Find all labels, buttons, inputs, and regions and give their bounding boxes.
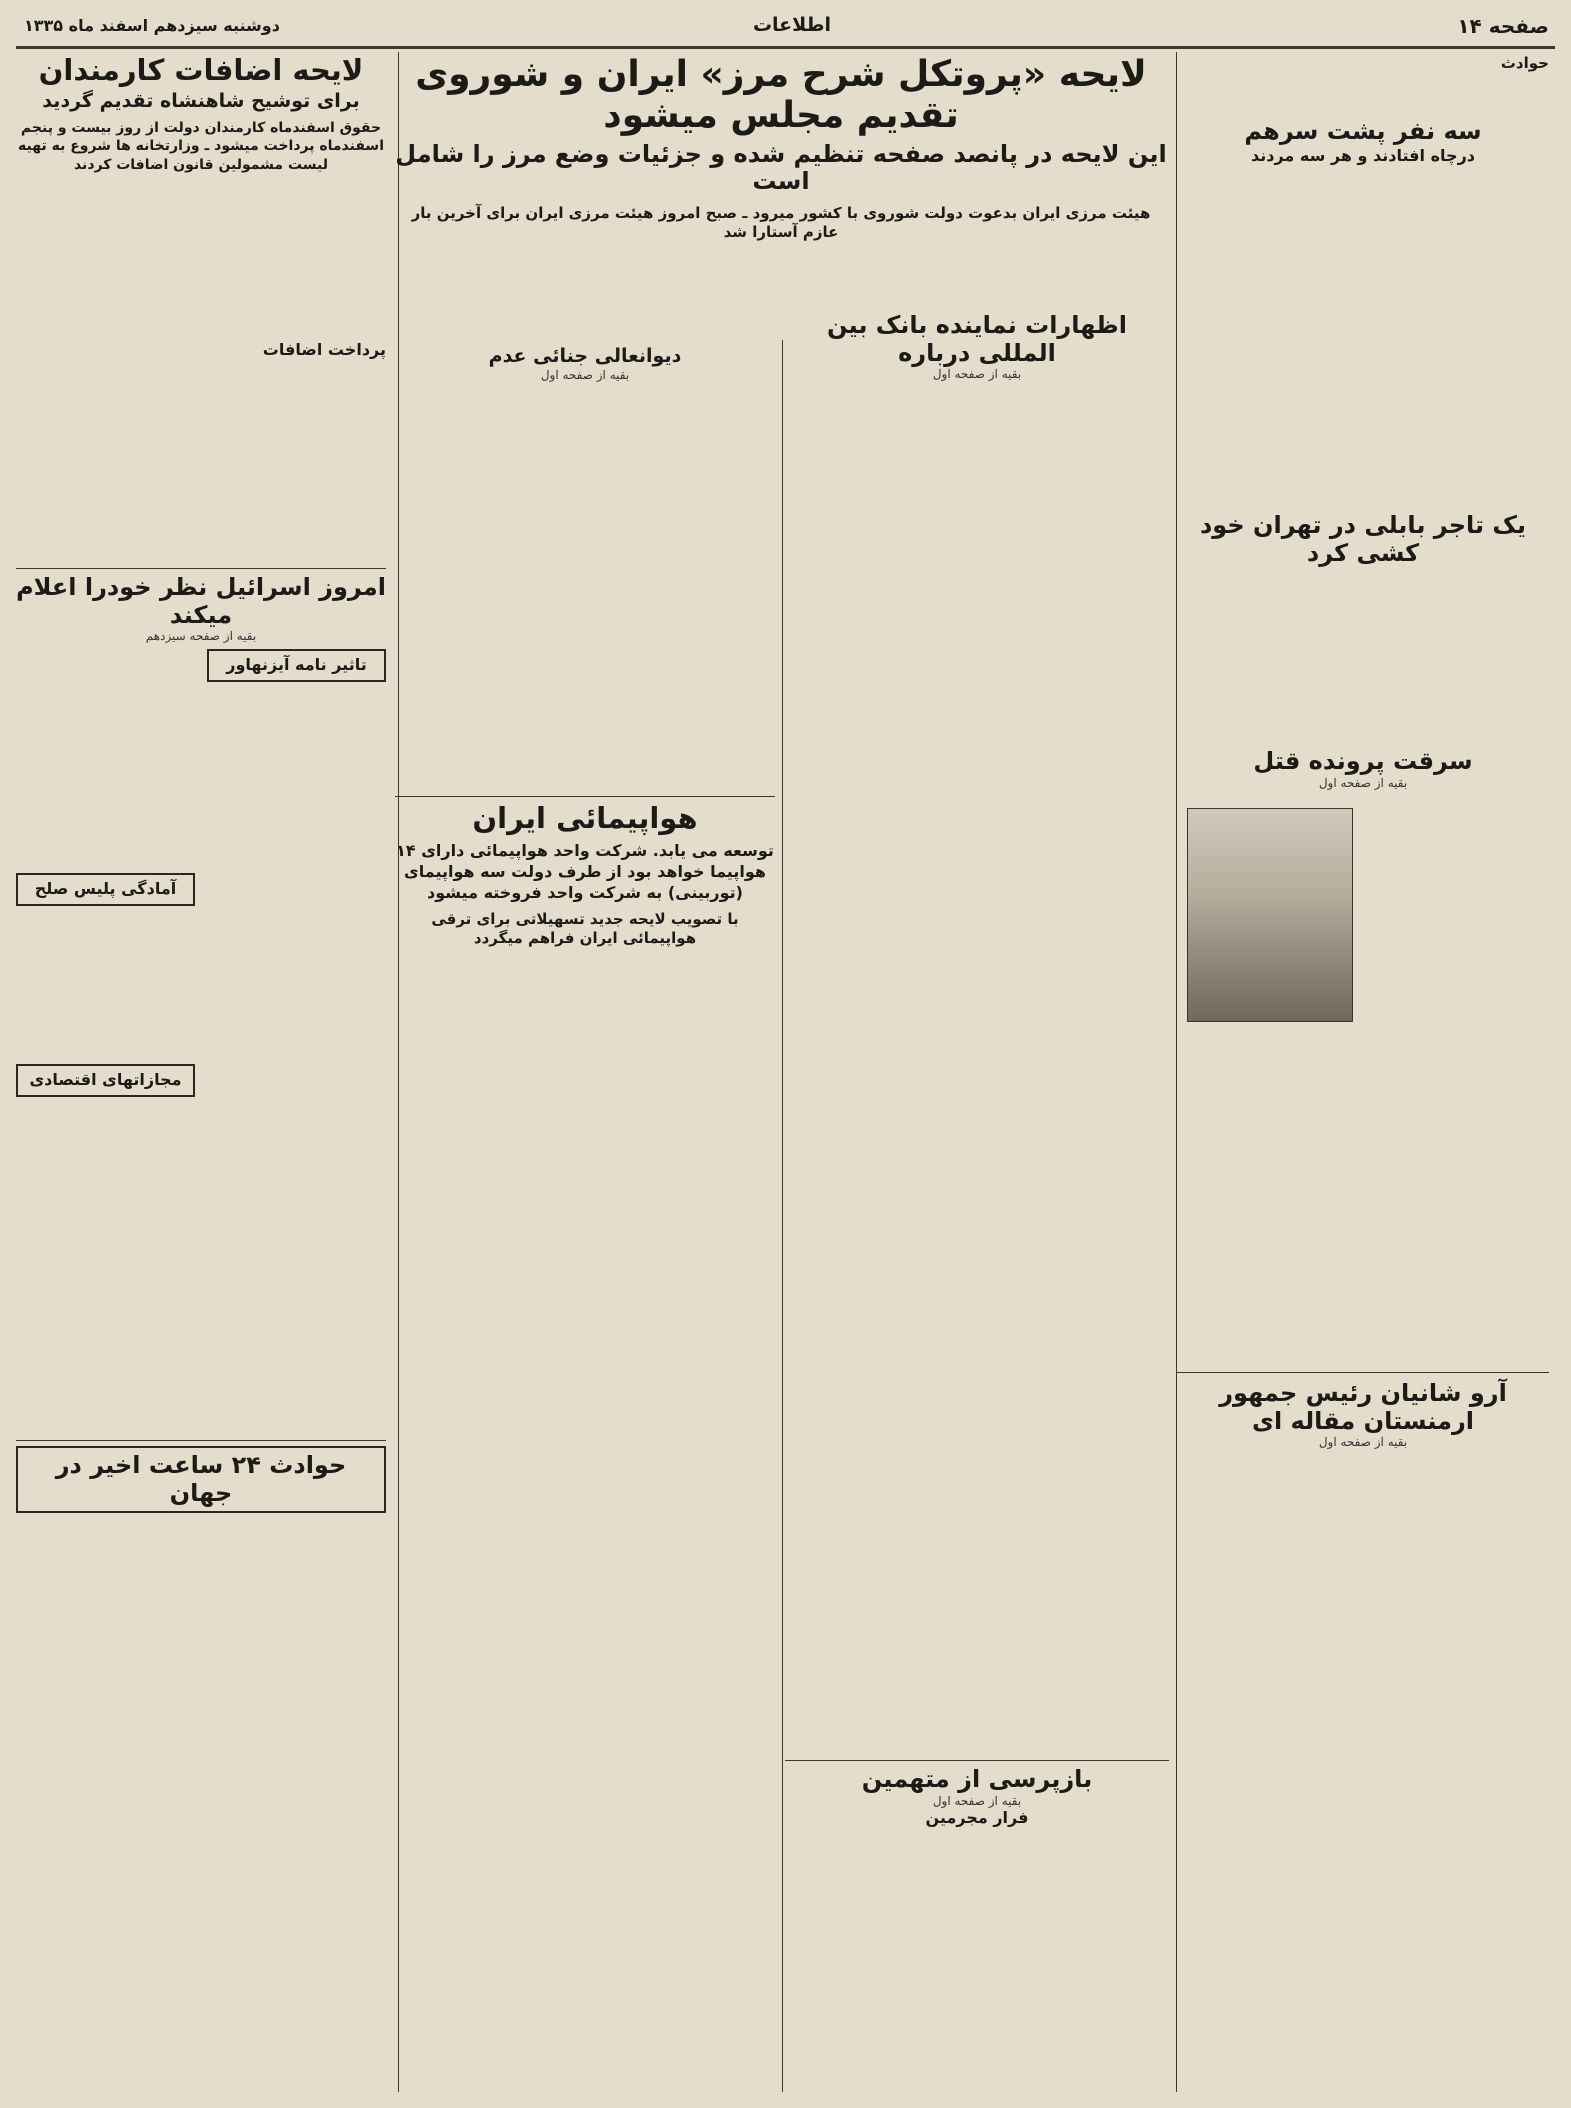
- article-body-continued: [16, 365, 386, 515]
- subheadline: درچاه افتادند و هر سه مردند: [1251, 145, 1475, 165]
- continued-note: بقیه از صفحه اول: [932, 1793, 1022, 1808]
- divider: [395, 796, 775, 797]
- article-body: [1177, 573, 1549, 753]
- section-box-letter: تاثیر نامه آیزنهاور: [207, 649, 386, 682]
- continued-note: بقیه از صفحه اول: [932, 367, 1022, 382]
- article-body: [16, 1521, 386, 2101]
- subheadline: برای توشیح شاهنشاه تقدیم گردید: [42, 90, 360, 113]
- article-airline: [395, 802, 775, 2017]
- section-label-events: حوادث: [1500, 54, 1549, 72]
- headline: حوادث ۲۴ ساعت اخیر در جهان: [16, 1446, 386, 1513]
- section-box-police: آمادگی پلیس صلح: [16, 873, 195, 906]
- headline: دیوانعالی جنائی عدم: [488, 345, 682, 367]
- article-murder: [1177, 748, 1549, 790]
- headline: بازپرسی از متهمین: [861, 1765, 1093, 1793]
- article-body: [1177, 1455, 1549, 2095]
- article-deportation: [395, 346, 775, 718]
- section-box-sanctions: مجازاتهای اقتصادی: [16, 1064, 195, 1097]
- headline: سرقت پرونده قتل: [1253, 747, 1473, 775]
- section-label: فرار مجرمین: [925, 1807, 1029, 1827]
- column-rule: [782, 340, 783, 2092]
- article-well: [1177, 118, 1549, 512]
- date-line: دوشنبه سیزدهم اسفند ماه ۱۳۳۵: [24, 16, 280, 35]
- article-murder-body-side: [1363, 808, 1549, 1022]
- article-body: [785, 387, 1169, 1817]
- headline: سه نفر پشت سرهم: [1244, 117, 1482, 145]
- subheadline: این لایحه در پانصد صفحه تنظیم شده و جزئیات وضع مرز را شامل است: [395, 139, 1167, 196]
- article-body: [207, 686, 386, 1246]
- article-body: [1177, 172, 1549, 512]
- headline: لایحه «پروتکل شرح مرز» ایران و شوروی تقدیم مجلس میشود: [415, 54, 1147, 137]
- divider: [16, 1440, 386, 1441]
- headline: لایحه اضافات کارمندان: [38, 53, 364, 87]
- article-body: [395, 388, 775, 718]
- article-body: [16, 180, 386, 340]
- article-inquiry: [785, 1766, 1169, 2074]
- article-body: [395, 957, 775, 2017]
- headline: امروز اسرائیل نظر خودرا اعلام میکند: [16, 573, 386, 629]
- article-world24: [16, 1446, 386, 2101]
- divider: [785, 1760, 1169, 1761]
- headline: هواپیمائی ایران: [472, 801, 698, 835]
- portrait-photo: [1187, 808, 1353, 1022]
- continued-note: بقیه از صفحه سیزدهم: [145, 629, 257, 644]
- article-salaries: [16, 54, 386, 515]
- headline: یک تاجر بابلی در تهران خود کشی کرد: [1199, 511, 1526, 567]
- article-body-4: [16, 1101, 195, 1233]
- article-body-2: [16, 649, 195, 869]
- headline: آرو شانیان رئیس جمهور ارمنستان مقاله ای: [1219, 1379, 1507, 1435]
- divider: [1177, 1372, 1549, 1373]
- article-body-3: [16, 910, 195, 1060]
- kicker: هیئت مرزی ایران بدعوت دولت شوروی با کشور میرود ـ صبح امروز هیئت مرزی ایران برای آخرین بار عازم آستارا شد: [411, 203, 1151, 242]
- events-column: [1179, 54, 1549, 74]
- divider: [16, 568, 386, 569]
- subheadline: توسعه می یابد. شرکت واحد هواپیمائی دارای ۱۴ هواپیما خواهد بود از طرف دولت سه هواپیمای (توربینی) به شرکت واحد فروخته میشود: [396, 841, 774, 902]
- article-armenia: [1177, 1380, 1549, 2095]
- masthead-rule: [16, 46, 1555, 49]
- headline: اظهارات نماینده بانک بین المللی درباره: [827, 311, 1127, 367]
- kicker: با تصویب لایحه جدید تسهیلاتی برای ترقی هواپیمائی ایران فراهم میگردد: [431, 909, 739, 948]
- article-merchant: [1177, 512, 1549, 753]
- section-label: پرداخت اضافات: [262, 339, 386, 359]
- article-body: [785, 1834, 1169, 2074]
- continued-note: بقیه از صفحه اول: [540, 367, 630, 382]
- article-murder-body: [1177, 1028, 1549, 1358]
- kicker: حقوق اسفندماه کارمندان دولت از روز بیست و پنجم اسفندماه پرداخت میشود ـ وزارتخانه ها شروع به تهیه لیست مشمولین قانون اضافات کردند: [18, 120, 384, 173]
- continued-note: بقیه از صفحه اول: [1318, 1435, 1408, 1450]
- page-number: صفحه ۱۴: [1457, 14, 1549, 38]
- article-bank: [785, 312, 1169, 1817]
- continued-note: بقیه از صفحه اول: [1318, 775, 1408, 790]
- newspaper-name: اطلاعات: [752, 14, 831, 36]
- article-israel: [16, 574, 386, 1246]
